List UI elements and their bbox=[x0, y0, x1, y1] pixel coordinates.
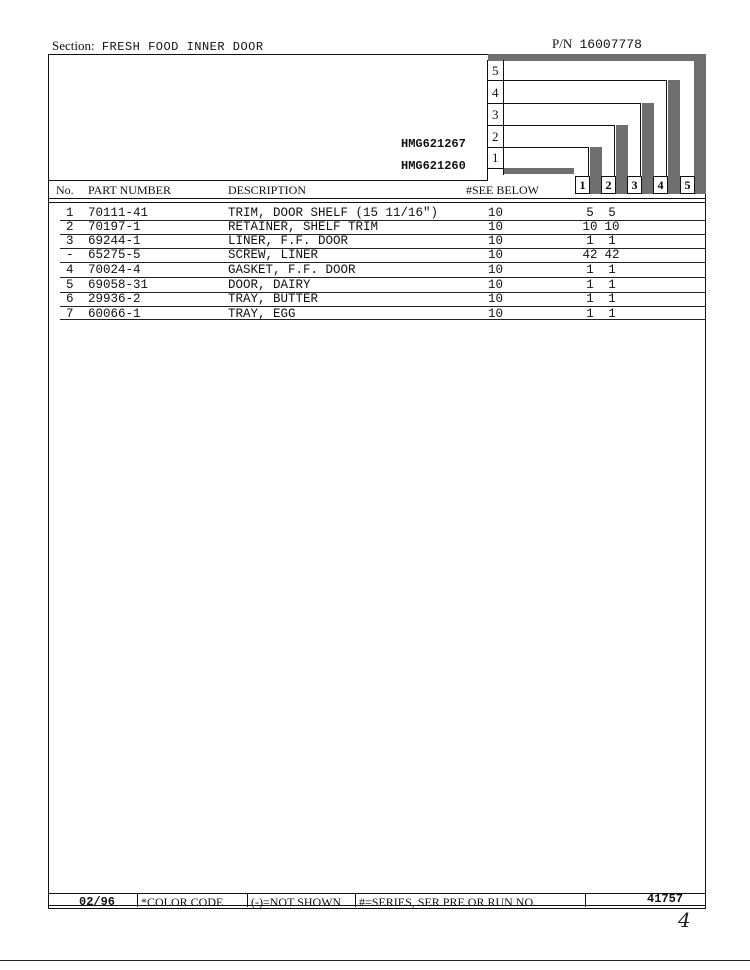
row-no: 6 bbox=[66, 292, 74, 306]
table-row bbox=[60, 234, 700, 248]
page-number: 4 bbox=[678, 908, 691, 932]
footer-separator bbox=[585, 894, 586, 907]
col-header-description: DESCRIPTION bbox=[228, 183, 307, 197]
row-description: DOOR, DAIRY bbox=[228, 278, 311, 292]
header-top-line bbox=[48, 180, 488, 181]
footer-date: 02/96 bbox=[79, 895, 116, 909]
row-description: TRAY, EGG bbox=[228, 307, 296, 321]
header-bottom-line-2 bbox=[48, 202, 706, 203]
footer-not-shown: (-)=NOT SHOWN bbox=[251, 895, 342, 909]
row-qty-model-2: 1 bbox=[608, 278, 616, 292]
row-qty-model-2: 42 bbox=[604, 248, 620, 262]
stair-number-3: 3 bbox=[492, 107, 499, 122]
header-bottom-line bbox=[48, 198, 706, 199]
table-row bbox=[60, 220, 700, 234]
row-qty-model-1: 1 bbox=[586, 234, 594, 248]
row-description: TRAY, BUTTER bbox=[228, 292, 319, 306]
table-row bbox=[60, 248, 700, 262]
row-see-below: 10 bbox=[488, 248, 504, 262]
stair-v-3 bbox=[614, 125, 615, 180]
row-qty-model-2: 1 bbox=[608, 263, 616, 277]
row-qty-model-1: 1 bbox=[586, 263, 594, 277]
table-row bbox=[60, 278, 700, 292]
stair-line-1 bbox=[487, 168, 504, 169]
row-description: SCREW, LINER bbox=[228, 248, 319, 262]
row-qty-model-2: 5 bbox=[608, 206, 616, 220]
row-part-number: 65275-5 bbox=[88, 248, 141, 262]
row-qty-model-1: 1 bbox=[586, 292, 594, 306]
col-header-no: No. bbox=[56, 183, 74, 197]
row-part-number: 60066-1 bbox=[88, 307, 141, 321]
row-qty-model-1: 5 bbox=[586, 206, 594, 220]
stair-v-5 bbox=[666, 80, 667, 180]
section-label: Section: bbox=[52, 38, 95, 53]
row-part-number: 70197-1 bbox=[88, 220, 141, 234]
stair-line-5 bbox=[487, 80, 667, 81]
stair-number-2: 2 bbox=[492, 129, 499, 144]
row-no: 5 bbox=[66, 278, 74, 292]
shade-top bbox=[488, 54, 706, 61]
section-title: FRESH FOOD INNER DOOR bbox=[101, 40, 264, 54]
row-divider bbox=[60, 319, 706, 320]
footer-separator bbox=[137, 894, 138, 907]
row-description: RETAINER, SHELF TRIM bbox=[228, 220, 379, 234]
model-col-1: 1 bbox=[575, 176, 590, 194]
row-qty-model-1: 42 bbox=[582, 248, 598, 262]
model-col-5: 5 bbox=[680, 176, 695, 194]
pn-label: P/N bbox=[552, 36, 573, 51]
row-part-number: 69058-31 bbox=[88, 278, 149, 292]
model-col-3: 3 bbox=[627, 176, 642, 194]
shade-col4 bbox=[668, 80, 680, 194]
row-description: TRIM, DOOR SHELF (15 11/16") bbox=[228, 206, 439, 220]
stair-v-4 bbox=[640, 103, 641, 180]
footer-separator bbox=[355, 894, 356, 907]
footer-color-code: *COLOR CODE bbox=[141, 895, 224, 909]
model-name-2: HMG621267 bbox=[401, 137, 466, 151]
row-no: 2 bbox=[66, 220, 74, 234]
footer-series-note: #=SERIES, SER PRE OR RUN NO. bbox=[359, 895, 537, 909]
row-qty-model-1: 10 bbox=[582, 220, 598, 234]
row-qty-model-2: 10 bbox=[604, 220, 620, 234]
row-part-number: 70024-4 bbox=[88, 263, 141, 277]
stair-number-edge bbox=[503, 60, 504, 175]
bottom-rule bbox=[0, 960, 750, 961]
col-header-part-number: PART NUMBER bbox=[88, 183, 171, 197]
stair-line-4 bbox=[487, 103, 641, 104]
table-row bbox=[60, 263, 700, 277]
stair-number-5: 5 bbox=[492, 63, 499, 78]
row-see-below: 10 bbox=[488, 234, 504, 248]
model-col-2: 2 bbox=[601, 176, 616, 194]
model-col-4: 4 bbox=[653, 176, 668, 194]
row-no: 7 bbox=[66, 307, 74, 321]
row-qty-model-1: 1 bbox=[586, 278, 594, 292]
row-description: LINER, F.F. DOOR bbox=[228, 234, 349, 248]
pn-value: 16007778 bbox=[579, 37, 642, 52]
col-header-see-below: #SEE BELOW bbox=[466, 183, 539, 197]
row-qty-model-1: 1 bbox=[586, 307, 594, 321]
shade-col5 bbox=[694, 54, 706, 194]
footer-separator bbox=[247, 894, 248, 907]
row-no: - bbox=[66, 248, 74, 262]
row-no: 4 bbox=[66, 263, 74, 277]
row-part-number: 70111-41 bbox=[88, 206, 149, 220]
model-name-1: HMG621260 bbox=[401, 159, 466, 173]
footer-bar bbox=[48, 893, 706, 909]
row-qty-model-2: 1 bbox=[608, 234, 616, 248]
stair-left-edge bbox=[487, 60, 488, 181]
stair-number-1: 1 bbox=[492, 150, 499, 165]
stair-line-3 bbox=[487, 125, 615, 126]
row-see-below: 10 bbox=[488, 278, 504, 292]
row-no: 1 bbox=[66, 206, 74, 220]
shade-stair1 bbox=[504, 168, 574, 174]
footer-doc-number: 41757 bbox=[647, 892, 684, 906]
row-see-below: 10 bbox=[488, 263, 504, 277]
row-part-number: 29936-2 bbox=[88, 292, 141, 306]
row-part-number: 69244-1 bbox=[88, 234, 141, 248]
row-qty-model-2: 1 bbox=[608, 292, 616, 306]
stair-number-4: 4 bbox=[492, 85, 499, 100]
row-description: GASKET, F.F. DOOR bbox=[228, 263, 356, 277]
row-see-below: 10 bbox=[488, 292, 504, 306]
row-qty-model-2: 1 bbox=[608, 307, 616, 321]
stair-line-2 bbox=[487, 147, 589, 148]
row-see-below: 10 bbox=[488, 220, 504, 234]
row-see-below: 10 bbox=[488, 206, 504, 220]
row-no: 3 bbox=[66, 234, 74, 248]
table-row bbox=[60, 206, 700, 220]
row-see-below: 10 bbox=[488, 307, 504, 321]
table-row bbox=[60, 292, 700, 306]
